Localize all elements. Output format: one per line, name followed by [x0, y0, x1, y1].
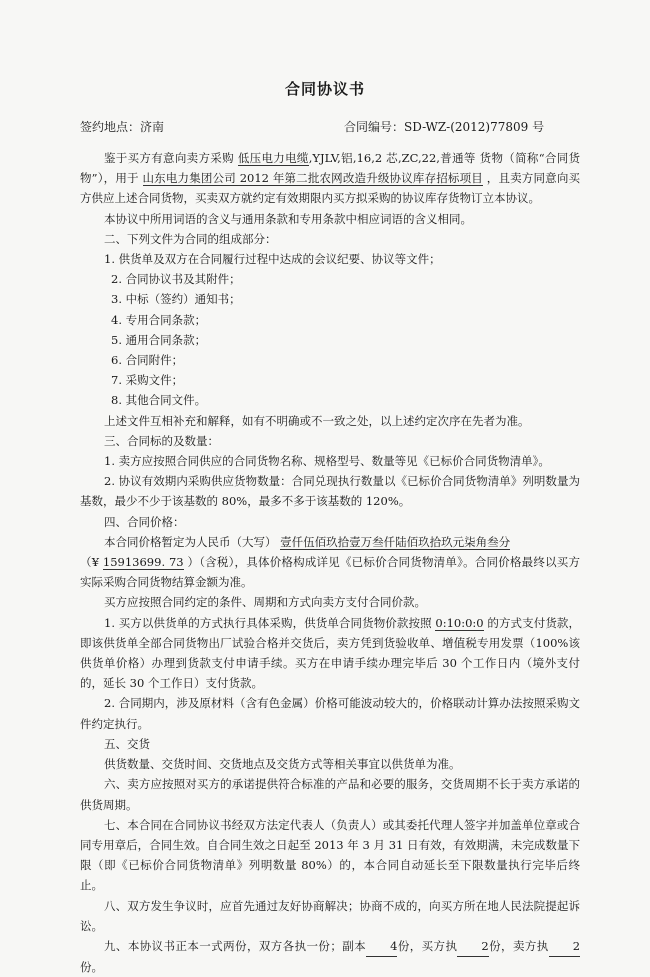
section-9-text: [80, 936, 580, 977]
project-name: 山东电力集团公司 2012 年第二批农网改造升级协议库存招标项目: [142, 171, 483, 186]
payment-item-1-text-a: 1. 买方以供货单的方式执行具体采购，供货单合同货物价款按照: [104, 615, 436, 630]
signing-place-value: 济南: [140, 120, 165, 134]
preamble-text-b: ,YJLV,铝,16,2 芯,ZC,22,普通等 货物（简称“合同货物”），用于: [80, 151, 581, 186]
price-paragraph: [80, 532, 580, 593]
contract-body: [80, 148, 580, 977]
payment-item-1-text-b: 的方式支付货款，即该供货单全部合同货物出厂试验合格并交货后，卖方凭到货验收单、增值税专用发票（100%该供货单价格）办理到货款支付申请手续。买方在申请手续办理完毕后 30 个工作日内（境外支付的，延长 30 个工作日）支付货款。: [80, 615, 581, 691]
doc-item-7: 7. 采购文件；: [111, 373, 184, 388]
section-6-text: 六、卖方应按照对买方的承诺提供符合标准的产品和必要的服务，交货周期不长于卖方承诺的供货周期。: [80, 777, 580, 812]
section-7-text: 七、本合同在合同协议书经双方法定代表人（负责人）或其委托代理人签字并加盖单位章或合同专用章后，合同生效。自合同生效之日起至 2013 年 3 月 31 日有效，有效期满，未完成数量下限（即《已标价合同货物清单》列明数量 80%）的，本合同自动延长至下限数量执行完毕后终止。: [80, 817, 580, 893]
price-in-words: 壹仟伍佰玖拾壹万叁仟陆佰玖拾玖元柒角叁分: [280, 534, 511, 549]
payment-item-2: 2. 合同期内，涉及原材料（含有色金属）价格可能波动较大的，价格联动计算办法按照采购文件约定执行。: [80, 696, 580, 731]
section-3-item-2: 2. 协议有效期内采购供应货物数量：合同兑现执行数量以《已标价合同货物清单》列明数量为基数，最少不少于该基数的 80%，最多不多于该基数的 120%。: [80, 474, 580, 509]
buyer-copies: 2: [457, 936, 488, 957]
price-text-c: ）（含税），具体价格构成详见《已标价合同货物清单》。合同价格最终以买方实际采购合同货物结算金额为准。: [80, 555, 580, 590]
preamble-text-a: 鉴于买方有意向卖方采购: [104, 151, 238, 165]
section-2-heading: 二、下列文件为合同的组成部分：: [104, 231, 277, 246]
section-5-heading: 五、交货: [104, 736, 150, 751]
contract-number-value: SD-WZ-(2012)77809 号: [404, 120, 545, 134]
doc-item-1: 1. 供货单及双方在合同履行过程中达成的会议纪要、协议等文件；: [104, 252, 441, 267]
precedence-paragraph: 上述文件互相补充和解释，如有不明确或不一致之处，以上述约定次序在先者为准。: [104, 413, 530, 428]
preamble-paragraph: [80, 148, 580, 209]
definitions-paragraph: 本协议中所用词语的含义与通用条款和专用条款中相应词语的含义相同。: [104, 211, 472, 226]
section-3-heading: 三、合同标的及数量：: [104, 433, 219, 448]
section-9-text-c: 份，卖方执: [488, 938, 549, 953]
section-9-text-b: 份，买方执: [397, 938, 458, 953]
doc-item-4: 4. 专用合同条款；: [111, 312, 207, 327]
doc-item-8: 8. 其他合同文件。: [111, 393, 207, 408]
page-title: 合同协议书: [284, 80, 365, 98]
contract-number-label: 合同编号：: [344, 120, 405, 134]
price-number: 15913699. 73: [102, 555, 184, 570]
section-3-item-1: 1. 卖方应按照合同供应的合同货物名称、规格型号、数量等见《已标价合同货物清单》。: [104, 454, 550, 469]
section-8-text: 八、双方发生争议时，应首先通过友好协商解决；协商不成的，向买方所在地人民法院提起诉讼。: [80, 898, 580, 933]
seller-copies: 2: [549, 936, 580, 957]
payment-ratio: 0:10:0:0: [435, 615, 484, 630]
price-text-a: 本合同价格暂定为人民币（大写）: [104, 534, 281, 549]
doc-item-2: 2. 合同协议书及其附件；: [111, 272, 241, 287]
copies-count: 4: [366, 936, 397, 957]
price-text-b: （¥: [80, 555, 103, 570]
signing-place-label: 签约地点：: [80, 120, 141, 134]
section-9-text-a: 九、本协议书正本一式两份，双方各执一份；副本: [104, 938, 367, 953]
payment-paragraph: 买方应按照合同约定的条件、周期和方式向卖方支付合同价款。: [104, 595, 426, 610]
goods-name: 低压电力电缆: [237, 151, 309, 165]
preamble-text-c: ，且卖方同意向买方供应上述合同货物，买卖双方就约定有效期限内买方拟采购的协议库存货物订立本协议。: [80, 171, 580, 206]
doc-item-3: 3. 中标（签约）通知书；: [111, 292, 241, 307]
doc-item-6: 6. 合同附件；: [111, 353, 184, 368]
payment-item-1: [80, 613, 580, 694]
signing-place: [80, 118, 164, 135]
section-4-heading: 四、合同价格：: [104, 514, 185, 529]
contract-number: [344, 118, 544, 135]
section-9-text-d: 份。: [80, 960, 103, 975]
doc-item-5: 5. 通用合同条款；: [111, 332, 207, 347]
section-5-text: 供货数量、交货时间、交货地点及交货方式等相关事宜以供货单为准。: [104, 757, 461, 772]
